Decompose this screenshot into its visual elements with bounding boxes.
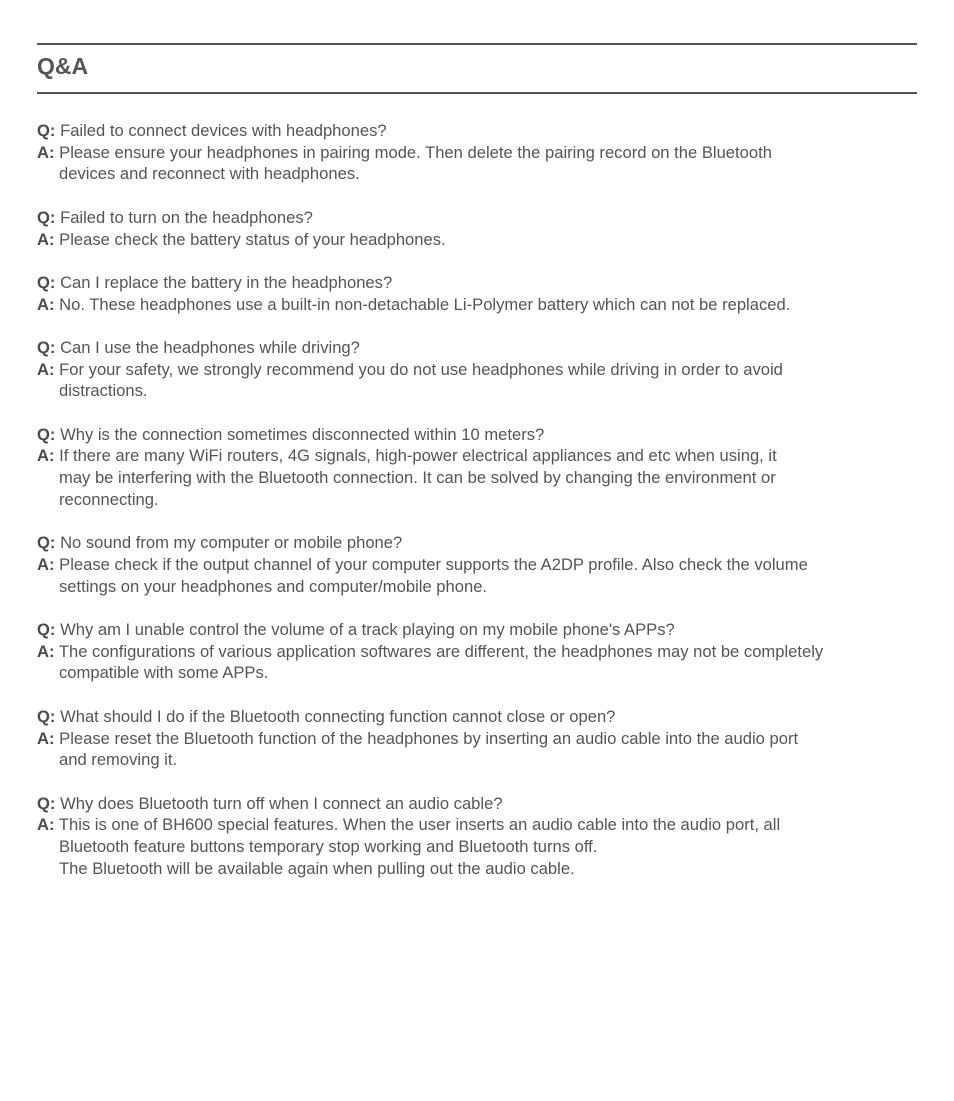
answer bbox=[37, 142, 927, 164]
answer-text-continued: settings on your headphones and computer/mobile phone. bbox=[59, 576, 488, 596]
answer bbox=[37, 554, 927, 576]
top-rule bbox=[37, 43, 917, 45]
answer bbox=[37, 728, 927, 750]
question-text: No sound from my computer or mobile phone? bbox=[60, 533, 403, 553]
question bbox=[37, 424, 927, 446]
answer bbox=[37, 641, 927, 663]
answer-text-continued: may be interfering with the Bluetooth connection. It can be solved by changing the environment or bbox=[59, 468, 776, 488]
answer-label: A: bbox=[37, 142, 55, 162]
answer-text: Please ensure your headphones in pairing mode. Then delete the pairing record on the Bluetooth bbox=[59, 142, 772, 162]
question-label: Q: bbox=[37, 337, 56, 357]
question-text: Failed to connect devices with headphones? bbox=[60, 121, 387, 140]
question-text: Why does Bluetooth turn off when I connect an audio cable? bbox=[60, 793, 503, 813]
question-text: Can I use the headphones while driving? bbox=[60, 337, 360, 357]
answer-text: Please check the battery status of your headphones. bbox=[59, 229, 446, 249]
question-label: Q: bbox=[37, 620, 56, 640]
question-text: What should I do if the Bluetooth connecting function cannot close or open? bbox=[60, 706, 616, 726]
qa-list bbox=[37, 120, 927, 901]
answer-label: A: bbox=[37, 294, 55, 314]
page-title: Q&A bbox=[37, 53, 89, 79]
qa-item bbox=[37, 272, 927, 315]
answer-label: A: bbox=[37, 815, 55, 835]
qa-item bbox=[37, 424, 927, 511]
question bbox=[37, 619, 927, 641]
question-label: Q: bbox=[37, 207, 56, 227]
answer-label: A: bbox=[37, 446, 55, 466]
question-text: Failed to turn on the headphones? bbox=[60, 207, 313, 227]
qa-item bbox=[37, 619, 927, 684]
answer-text: The configurations of various application softwares are different, the headphones may not be completely bbox=[58, 641, 824, 661]
answer-text-continued: Bluetooth feature buttons temporary stop working and Bluetooth turns off. bbox=[59, 837, 598, 857]
question-label: Q: bbox=[37, 121, 56, 140]
qa-item bbox=[37, 793, 927, 880]
answer bbox=[37, 359, 927, 381]
question-label: Q: bbox=[37, 533, 56, 553]
answer bbox=[37, 814, 927, 836]
question bbox=[37, 272, 927, 294]
answer-text: This is one of BH600 special features. When the user inserts an audio cable into the audio port, all bbox=[58, 815, 781, 835]
question bbox=[37, 532, 927, 554]
question-text: Can I replace the battery in the headphones? bbox=[60, 272, 393, 292]
question bbox=[37, 793, 927, 815]
answer bbox=[37, 229, 927, 251]
question bbox=[37, 207, 927, 229]
answer-text: For your safety, we strongly recommend you do not use headphones while driving in order to avoid bbox=[59, 359, 783, 379]
answer bbox=[37, 445, 927, 467]
answer-label: A: bbox=[37, 728, 55, 748]
answer-text-continued: The Bluetooth will be available again when pulling out the audio cable. bbox=[59, 858, 575, 878]
question bbox=[37, 337, 927, 359]
answer-label: A: bbox=[37, 229, 55, 249]
answer-label: A: bbox=[37, 359, 55, 379]
qa-item bbox=[37, 337, 927, 402]
answer-text-continued: and removing it. bbox=[59, 750, 178, 770]
title-rule bbox=[37, 92, 917, 94]
answer-text-continued: compatible with some APPs. bbox=[59, 663, 269, 683]
answer-text: If there are many WiFi routers, 4G signals, high-power electrical appliances and etc when using, it bbox=[59, 446, 777, 466]
qa-item bbox=[37, 532, 927, 597]
answer-text-continued: distractions. bbox=[59, 381, 148, 401]
question-text: Why is the connection sometimes disconnected within 10 meters? bbox=[60, 424, 545, 444]
answer-text: Please reset the Bluetooth function of the headphones by inserting an audio cable into the audio port bbox=[59, 728, 799, 748]
question-label: Q: bbox=[37, 424, 56, 444]
qa-item bbox=[37, 706, 927, 771]
answer-text: Please check if the output channel of your computer supports the A2DP profile. Also check the volume bbox=[59, 554, 808, 574]
qa-item bbox=[37, 120, 927, 185]
question-text: Why am I unable control the volume of a track playing on my mobile phone's APPs? bbox=[60, 620, 675, 640]
answer-label: A: bbox=[37, 554, 55, 574]
question bbox=[37, 706, 927, 728]
question-label: Q: bbox=[37, 793, 56, 813]
question bbox=[37, 120, 927, 142]
question-label: Q: bbox=[37, 706, 56, 726]
answer-label: A: bbox=[37, 641, 55, 661]
answer bbox=[37, 294, 927, 316]
qa-item bbox=[37, 207, 927, 250]
question-label: Q: bbox=[37, 272, 56, 292]
answer-text-continued: reconnecting. bbox=[59, 489, 159, 509]
answer-text: No. These headphones use a built-in non-detachable Li-Polymer battery which can not be replaced. bbox=[59, 294, 791, 314]
answer-text-continued: devices and reconnect with headphones. bbox=[59, 164, 360, 184]
